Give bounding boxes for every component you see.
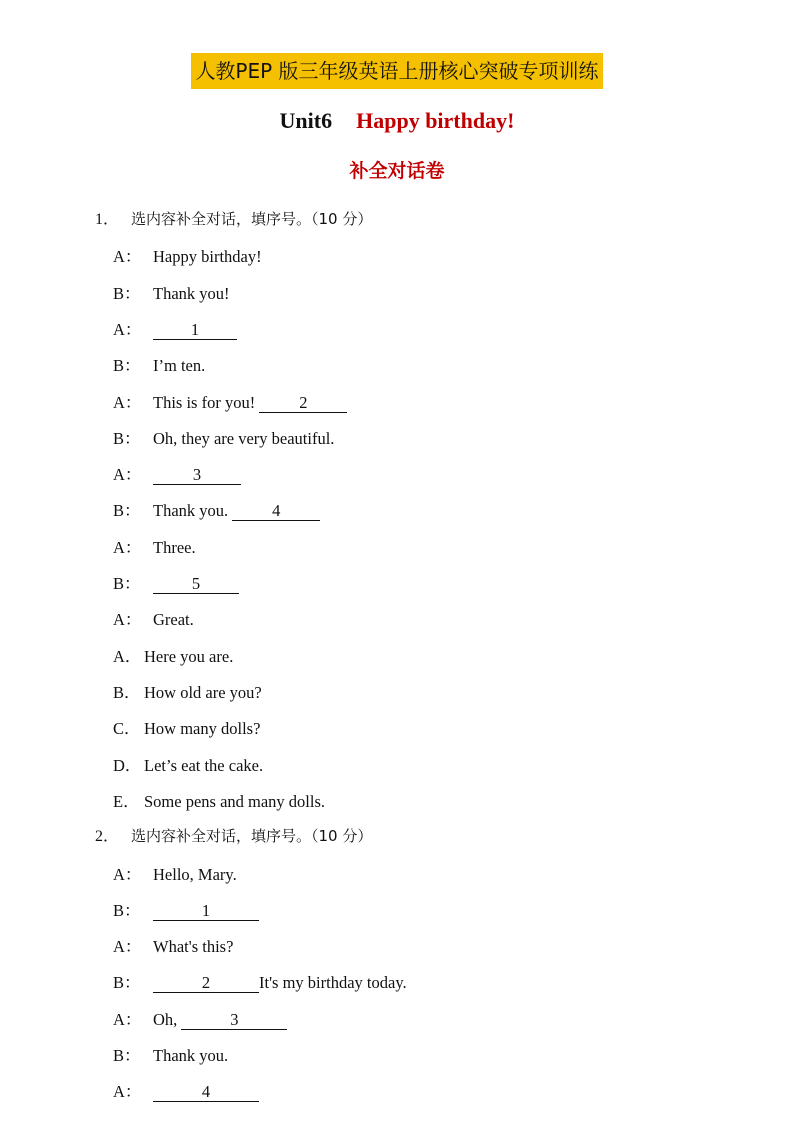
- option-text: Some pens and many dolls.: [144, 792, 326, 811]
- answer-blank[interactable]: 2: [259, 394, 347, 413]
- dialogue-text: Oh, they are very beautiful.: [153, 429, 335, 448]
- option-letter: B．: [113, 683, 141, 702]
- dialogue-text: Great.: [153, 610, 194, 629]
- unit-number: Unit6: [279, 108, 333, 133]
- answer-blank[interactable]: 4: [153, 1083, 259, 1102]
- dialogue-line: [113, 606, 194, 630]
- option-item: [113, 752, 263, 776]
- dialogue-line: [113, 897, 259, 921]
- dialogue-line: [113, 1042, 228, 1066]
- header: [0, 53, 794, 89]
- dialogue-text: Thank you!: [153, 284, 230, 303]
- dialogue-text: What's this?: [153, 937, 234, 956]
- answer-blank[interactable]: 4: [232, 502, 320, 521]
- section-heading: [0, 156, 794, 183]
- speaker-label: A：: [113, 320, 142, 339]
- speaker-label: A：: [113, 865, 142, 884]
- answer-blank[interactable]: 3: [181, 1011, 287, 1030]
- option-item: [113, 788, 325, 812]
- option-letter: C．: [113, 719, 141, 738]
- dialogue-line: [113, 570, 239, 594]
- page-title: 人教PEP 版三年级英语上册核心突破专项训练: [191, 53, 602, 89]
- dialogue-line: [113, 316, 237, 340]
- worksheet-subtitle: 补全对话卷: [349, 160, 445, 182]
- dialogue-text: Thank you.: [153, 1046, 229, 1065]
- option-letter: A．: [113, 647, 142, 666]
- dialogue-line: [113, 280, 230, 304]
- option-item: [113, 643, 233, 667]
- option-text: Let’s eat the cake.: [144, 756, 264, 775]
- dialogue-line: [113, 933, 233, 957]
- speaker-label: B：: [113, 284, 141, 303]
- speaker-label: B：: [113, 501, 141, 520]
- dialogue-text: Oh,: [153, 1010, 182, 1029]
- option-letter: D．: [113, 756, 142, 775]
- speaker-label: B：: [113, 973, 141, 992]
- speaker-label: B：: [113, 574, 141, 593]
- dialogue-text: Happy birthday!: [153, 247, 262, 266]
- speaker-label: A：: [113, 247, 142, 266]
- answer-blank[interactable]: 1: [153, 902, 259, 921]
- option-letter: E．: [113, 792, 140, 811]
- dialogue-line: [113, 389, 347, 413]
- question-2: [95, 823, 372, 846]
- dialogue-line: [113, 861, 237, 885]
- answer-blank[interactable]: 5: [153, 575, 239, 594]
- dialogue-text: Three.: [153, 538, 196, 557]
- question-number: 2．: [95, 828, 120, 845]
- answer-blank[interactable]: 1: [153, 321, 237, 340]
- dialogue-line: [113, 969, 407, 993]
- option-text: How many dolls?: [144, 719, 261, 738]
- unit-heading: [0, 108, 794, 134]
- option-text: How old are you?: [144, 683, 262, 702]
- speaker-label: B：: [113, 429, 141, 448]
- dialogue-text: I’m ten.: [153, 356, 206, 375]
- speaker-label: B：: [113, 1046, 141, 1065]
- answer-blank[interactable]: 3: [153, 466, 241, 485]
- dialogue-text: Thank you.: [153, 501, 233, 520]
- dialogue-text: It's my birthday today.: [259, 973, 407, 992]
- dialogue-line: [113, 1006, 287, 1030]
- dialogue-line: [113, 1078, 259, 1102]
- speaker-label: A：: [113, 937, 142, 956]
- dialogue-line: [113, 461, 241, 485]
- question-1: [95, 206, 372, 229]
- dialogue-line: [113, 497, 320, 521]
- speaker-label: A：: [113, 1082, 142, 1101]
- question-instruction: 选内容补全对话，填序号。（10 分）: [131, 210, 373, 228]
- question-number: 1．: [95, 211, 120, 228]
- unit-subtitle: Happy birthday!: [356, 108, 515, 133]
- speaker-label: A：: [113, 1010, 142, 1029]
- option-item: [113, 679, 262, 703]
- option-text: Here you are.: [144, 647, 234, 666]
- dialogue-text: Hello, Mary.: [153, 865, 237, 884]
- dialogue-text: This is for you!: [153, 393, 260, 412]
- speaker-label: B：: [113, 901, 141, 920]
- speaker-label: A：: [113, 610, 142, 629]
- dialogue-line: [113, 534, 196, 558]
- speaker-label: A：: [113, 538, 142, 557]
- speaker-label: A：: [113, 393, 142, 412]
- speaker-label: A：: [113, 465, 142, 484]
- answer-blank[interactable]: 2: [153, 974, 259, 993]
- speaker-label: B：: [113, 356, 141, 375]
- dialogue-line: [113, 425, 334, 449]
- option-item: [113, 715, 260, 739]
- dialogue-line: [113, 352, 205, 376]
- question-instruction: 选内容补全对话，填序号。（10 分）: [131, 827, 373, 845]
- dialogue-line: [113, 243, 262, 267]
